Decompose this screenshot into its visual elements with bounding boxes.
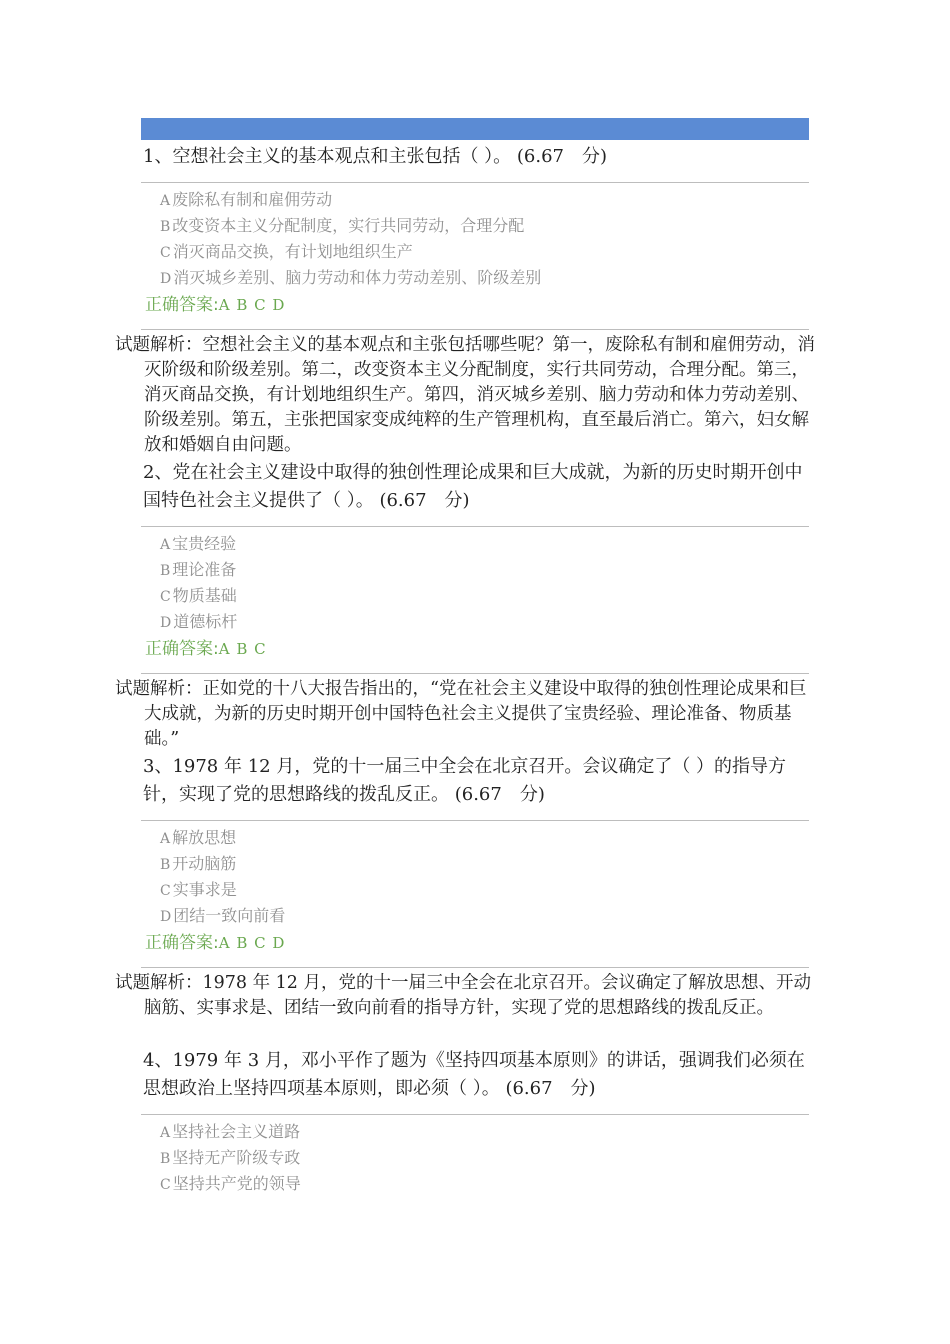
question-3-explanation: 试题解析：1978 年 12 月，党的十一届三中全会在北京召开。会议确定了解放思想、开动脑筋、实事求是、团结一致向前看的指导方针，实现了党的思想路线的拨乱反正。 (115, 973, 811, 1018)
question-2-option-d[interactable]: D 道德标杆 (160, 612, 238, 631)
divider (141, 1114, 809, 1115)
question-2-option-a[interactable]: A 宝贵经验 (160, 534, 237, 553)
divider (141, 967, 809, 968)
question-3-correct-answer: 正确答案:A B C D (145, 933, 286, 953)
question-3-text: 3、1978 年 12 月，党的十一届三中全会在北京召开。会议确定了（ ）的指导方针，实现了党的思想路线的拨乱反正。 (6.67 分) (143, 756, 787, 805)
question-1-option-a[interactable]: A 废除私有制和雇佣劳动 (160, 190, 333, 209)
question-4-option-c[interactable]: C 坚持共产党的领导 (160, 1174, 301, 1193)
header-bar (141, 118, 809, 140)
question-4-option-b[interactable]: B 坚持无产阶级专政 (160, 1148, 301, 1167)
divider (141, 182, 809, 183)
divider (141, 526, 809, 527)
question-1-option-d[interactable]: D 消灭城乡差别、脑力劳动和体力劳动差别、阶级差别 (160, 268, 542, 287)
question-1-explanation: 试题解析：空想社会主义的基本观点和主张包括哪些呢？第一，废除私有制和雇佣劳动，消灭阶级和阶级差别。第二，改变资本主义分配制度，实行共同劳动，合理分配。第三，消灭商品交换，有计划地组织生产。第四，消灭城乡差别、脑力劳动和体力劳动差别、阶级差别。第五，主张把国家变成纯粹的生产管理机构，直至最后消亡。第六，妇女解放和婚姻自由问题。 (115, 335, 815, 455)
question-2-text: 2、党在社会主义建设中取得的独创性理论成果和巨大成就，为新的历史时期开创中国特色社会主义提供了（ ）。 (6.67 分) (143, 462, 803, 511)
question-4-text: 4、1979 年 3 月，邓小平作了题为《坚持四项基本原则》的讲话，强调我们必须在思想政治上坚持四项基本原则，即必须（ ）。 (6.67 分) (143, 1050, 805, 1099)
divider (141, 329, 809, 330)
question-2-option-c[interactable]: C 物质基础 (160, 586, 237, 605)
question-3-option-a[interactable]: A 解放思想 (160, 828, 237, 847)
question-1-option-b[interactable]: B 改变资本主义分配制度，实行共同劳动，合理分配 (160, 216, 525, 235)
divider (141, 820, 809, 821)
divider (141, 673, 809, 674)
question-1-option-c[interactable]: C 消灭商品交换，有计划地组织生产 (160, 242, 413, 261)
question-3-option-c[interactable]: C 实事求是 (160, 880, 237, 899)
question-2-explanation: 试题解析：正如党的十八大报告指出的，“党在社会主义建设中取得的独创性理论成果和巨大成就，为新的历史时期开创中国特色社会主义提供了宝贵经验、理论准备、物质基础。” (115, 679, 807, 749)
question-2-correct-answer: 正确答案:A B C (145, 639, 267, 659)
question-1-correct-answer: 正确答案:A B C D (145, 295, 286, 315)
question-3-option-d[interactable]: D 团结一致向前看 (160, 906, 286, 925)
question-4-option-a[interactable]: A 坚持社会主义道路 (160, 1122, 301, 1141)
question-3-option-b[interactable]: B 开动脑筋 (160, 854, 237, 873)
question-2-option-b[interactable]: B 理论准备 (160, 560, 237, 579)
question-1-text: 1、空想社会主义的基本观点和主张包括（ ）。 (6.67 分) (143, 146, 608, 167)
